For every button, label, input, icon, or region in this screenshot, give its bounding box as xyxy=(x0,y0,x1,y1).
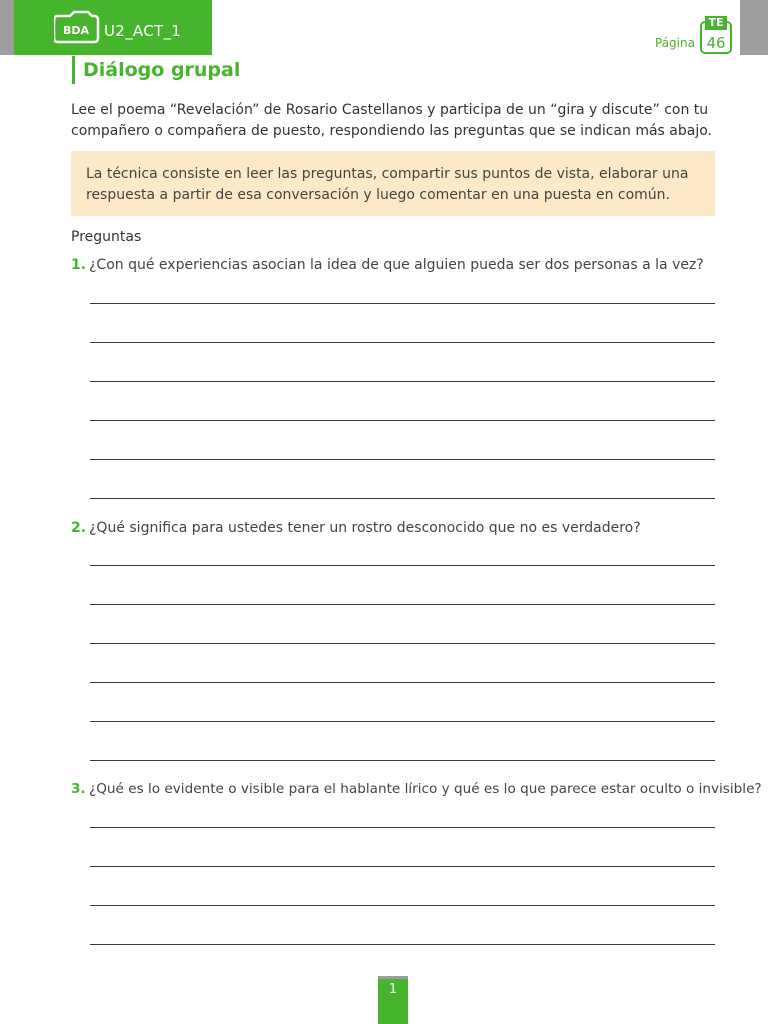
left-edge-strip xyxy=(0,0,14,55)
answer-line[interactable] xyxy=(90,760,715,761)
answer-line[interactable] xyxy=(90,721,715,722)
footer-page-number: 1 xyxy=(388,982,398,997)
answer-line[interactable] xyxy=(90,905,715,906)
question-text: ¿Qué es lo evidente o visible para el hablante lírico y qué es lo que parece estar oculto o invisible? xyxy=(89,781,762,797)
page-tag: TE xyxy=(708,16,724,29)
right-edge-strip xyxy=(740,0,768,55)
answer-line[interactable] xyxy=(90,459,715,460)
answer-line[interactable] xyxy=(90,643,715,644)
bda-folder-icon xyxy=(54,10,110,44)
bda-label: BDA xyxy=(62,24,90,37)
question-number: 1. xyxy=(71,257,87,273)
answer-line[interactable] xyxy=(90,303,715,304)
answer-line[interactable] xyxy=(90,866,715,867)
page-title: Diálogo grupal xyxy=(72,56,240,84)
footer-page-tab xyxy=(378,976,408,1024)
question-number: 3. xyxy=(71,781,86,797)
question-number: 2. xyxy=(71,520,87,536)
question-1 xyxy=(71,257,731,273)
page-label: Página xyxy=(655,36,695,50)
answer-line[interactable] xyxy=(90,565,715,566)
answer-line[interactable] xyxy=(90,498,715,499)
intro-text: Lee el poema “Revelación” de Rosario Castellanos y participa de un “gira y discute” con tu compañero o compañera de puesto, respondiendo las preguntas que se indican más abajo. xyxy=(71,102,712,139)
question-3 xyxy=(71,781,762,797)
answer-line[interactable] xyxy=(90,682,715,683)
page-box xyxy=(700,14,732,54)
answer-line[interactable] xyxy=(90,827,715,828)
activity-code: U2_ACT_1 xyxy=(104,22,182,40)
technique-note: La técnica consiste en leer las preguntas, compartir sus puntos de vista, elaborar una respuesta a partir de esa conversación y luego comentar en una puesta en común. xyxy=(71,151,715,216)
question-text: ¿Con qué experiencias asocian la idea de que alguien pueda ser dos personas a la vez? xyxy=(89,257,704,273)
section-label: Preguntas xyxy=(71,229,142,245)
answer-line[interactable] xyxy=(90,342,715,343)
question-text: ¿Qué significa para ustedes tener un rostro desconocido que no es verdadero? xyxy=(89,520,641,536)
answer-line[interactable] xyxy=(90,381,715,382)
answer-line[interactable] xyxy=(90,944,715,945)
header-bar xyxy=(14,0,212,55)
answer-line[interactable] xyxy=(90,420,715,421)
question-2 xyxy=(71,520,731,536)
answer-line[interactable] xyxy=(90,604,715,605)
page-number: 46 xyxy=(706,34,726,52)
